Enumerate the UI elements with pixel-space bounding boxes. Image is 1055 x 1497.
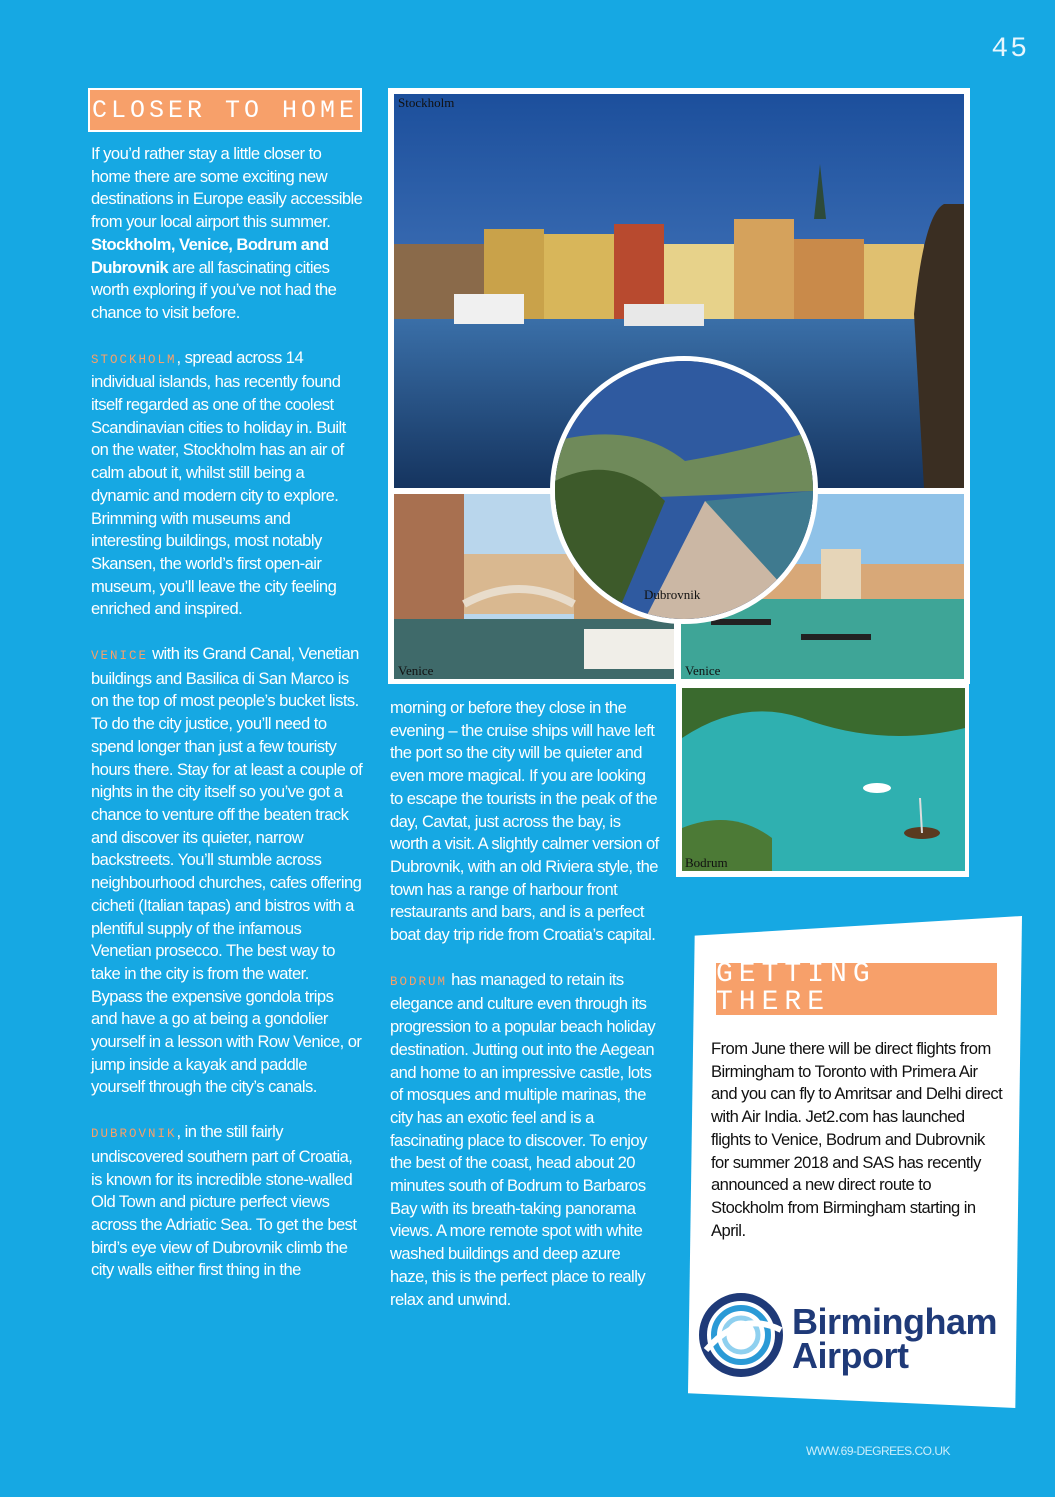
stockholm-caption: Stockholm (398, 95, 455, 110)
website-url: WWW.69-DEGREES.CO.UK (806, 1444, 951, 1458)
closer-to-home-heading: CLOSER TO HOME (88, 88, 362, 132)
bodrum-caption: Bodrum (685, 855, 728, 870)
stockholm-keyword: STOCKHOLM (91, 352, 177, 367)
venice-keyword: VENICE (91, 649, 149, 664)
page-number: 45 (991, 34, 1029, 65)
intro-text-end: are all fascinating cities worth exploring if you’ve not had the chance to visit before. (91, 257, 337, 322)
logo-text-birmingham: Birmingham (792, 1301, 998, 1342)
dubrovnik-text: , in the still fairly undiscovered southern part of Croatia, is known for its incredible stone-walled Old Town and picture perfect views across the Adriatic Sea. To get the best bird’s eye view of Dubrovnik climb the city walls either first thing in the (91, 1122, 357, 1280)
getting-there-text: From June there will be direct flights from Birmingham to Toronto with Primera Air and you can fly to Amritsar and Delhi direct with Air India. Jet2.com has launched flights to Venice, Bodrum and Dubrovnik for summer 2018 and SAS has recently announced a new direct route to Stockholm from Birmingham starting in April. (711, 1039, 1003, 1240)
stockholm-text: , spread across 14 individual islands, has recently found itself regarded as one of the coolest Scandinavian cities to holiday in. Built on the water, Stockholm has an air of calm about it, whilst still being a dynamic and modern city to explore. Brimming with museums and interesting buildings, most notably Skansen, the world’s first open-air museum, you’ll leave the city feeling enriched and inspired. (91, 347, 346, 619)
birmingham-airport-logo (696, 1290, 1006, 1380)
getting-there-heading: GETTING THERE (716, 963, 997, 1015)
dubrovnik-caption: Dubrovnik (644, 587, 701, 602)
venice-right-caption: Venice (685, 663, 721, 678)
venice-paragraph (91, 643, 363, 1099)
dubrovnik-circle-photo (550, 356, 818, 624)
logo-text-airport: Airport (792, 1335, 909, 1376)
bodrum-paragraph (390, 969, 662, 1312)
article-column-1 (91, 143, 363, 1304)
article-column-2 (390, 697, 662, 1333)
dubrovnik-paragraph (91, 1121, 363, 1282)
venice-left-caption: Venice (398, 663, 434, 678)
bodrum-keyword: BODRUM (390, 974, 448, 989)
intro-text: If you’d rather stay a little closer to home there are some exciting new destinations in Europe easily accessible from your local airport this summer. (91, 144, 363, 232)
intro-paragraph (91, 143, 363, 325)
venice-text: with its Grand Canal, Venetian buildings and Basilica di San Marco is on the top of most people’s bucket lists. To do the city justice, you’ll need to spend longer than just a few touristy hours there. Stay for at least a couple of nights in the city itself so you’ve got a chance to venture off the beaten track and discover its quieter, narrow backstreets. You’ll stumble across neighbourhood churches, cafes offering cicheti (Italian tapas) and bistros with a plentiful supply of the infamous Venetian prosecco. The best way to take in the city is from the water. Bypass the expensive gondola trips and have a go at being a gondolier yourself in a lesson with Row Venice, or jump inside a kayak and paddle yourself through the city’s canals. (91, 644, 363, 1097)
airport-logo-icon (696, 1290, 786, 1380)
bodrum-text: has managed to retain its elegance and culture even through its progression to a popular beach holiday destination. Jutting out into the Aegean and home to an impressive castle, lots of mosques and multiple marinas, the city has an exotic feel and is a fascinating place to discover. To enjoy the best of the coast, head about 20 minutes south of Bodrum to Barbaros Bay with its breath-taking panorama views. A more remote spot with white washed buildings and deep azure haze, this is the perfect place to really relax and unwind. (390, 969, 656, 1309)
dubrovnik-continued-paragraph: morning or before they close in the evening – the cruise ships will have left the port so the city will be quieter and even more magical. If you are looking to escape the tourists in the peak of the day, Cavtat, just across the bay, is worth a visit. A slightly calmer version of Dubrovnik, with an old Riviera style, the town has a range of harbour front restaurants and bars, and is a perfect boat day trip ride from Croatia’s capital. (390, 698, 659, 945)
bodrum-photo (682, 688, 965, 871)
intro-destinations-bold: Stockholm, Venice, Bodrum and Dubrovnik (91, 234, 329, 277)
dubrovnik-keyword: DUBROVNIK (91, 1127, 177, 1142)
stockholm-paragraph (91, 347, 363, 621)
